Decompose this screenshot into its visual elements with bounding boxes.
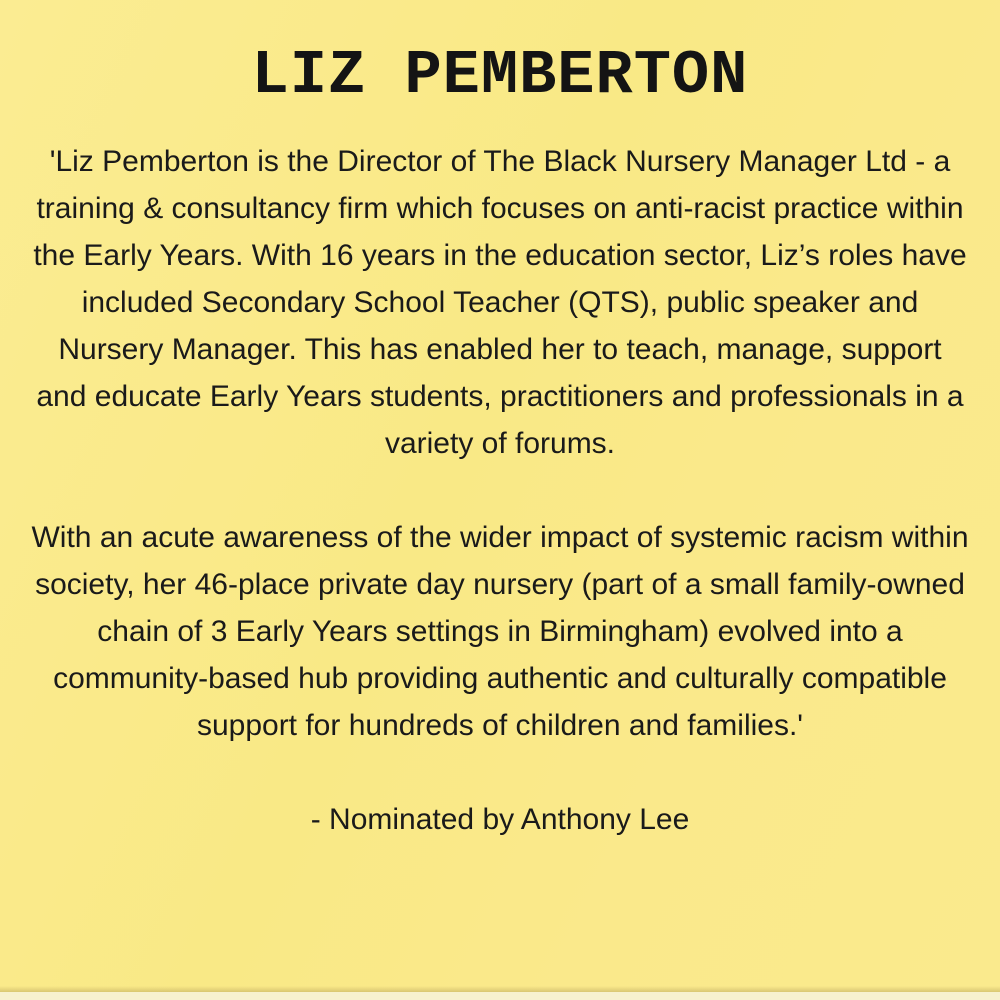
bio-paragraph-2: With an acute awareness of the wider impact of systemic racism within society, her 46-place private day nursery (part of a small family-owned chain of 3 Early Years settings in Birmingham) evolved into a community-based hub providing authentic and culturally compatible support for hundreds of children and families.' [31,521,969,742]
bio-paragraph-1: 'Liz Pemberton is the Director of The Black Nursery Manager Ltd - a training & consultancy firm which focuses on anti-racist practice within the Early Years. With 16 years in the education sector, Liz’s roles have included Secondary School Teacher (QTS), public speaker and Nursery Manager. This has enabled her to teach, manage, support and educate Early Years students, practitioners and professionals in a variety of forums. [33,145,967,460]
bio-text [30,138,970,843]
bottom-border [0,992,1000,1000]
page-title: LIZ PEMBERTON [251,40,749,111]
nominated-by: - Nominated by Anthony Lee [310,803,690,836]
